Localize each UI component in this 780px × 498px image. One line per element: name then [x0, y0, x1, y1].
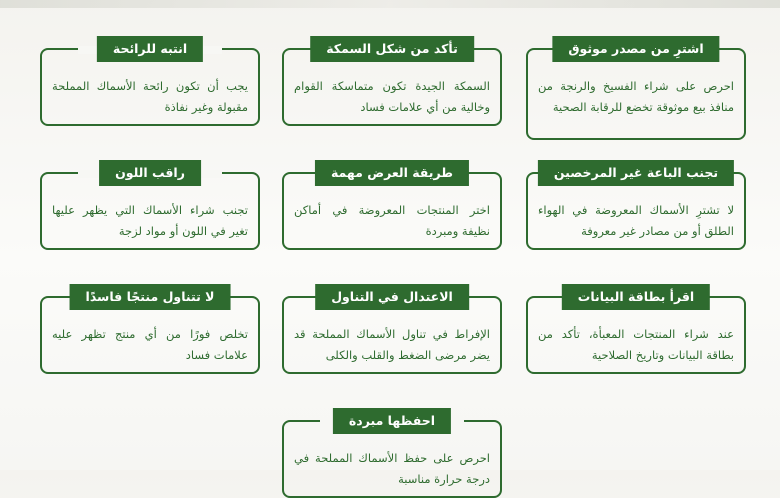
card-text: السمكة الجيدة تكون متماسكة القوام وخالية من أي علامات فساد [294, 79, 490, 114]
tip-card-color [40, 165, 260, 250]
card-text: اختر المنتجات المعروضة في أماكن نظيفة ومبردة [294, 203, 490, 238]
tip-card-smell [40, 41, 260, 126]
card-title: الاعتدال في التناول [315, 284, 469, 310]
card-title: اقرأ بطاقة البيانات [562, 284, 710, 310]
card-text: لا تشترِ الأسماك المعروضة في الهواء الطلق أو من مصادر غير معروفة [538, 203, 734, 238]
card-title: انتبه للرائحة [97, 36, 203, 62]
card-title: لا تتناول منتجًا فاسدًا [70, 284, 231, 310]
card-text: احرص على حفظ الأسماك المملحة في درجة حرارة مناسبة [294, 451, 490, 486]
card-text: تخلص فورًا من أي منتج تظهر عليه علامات فساد [52, 327, 248, 362]
tip-card-label [526, 289, 746, 374]
card-text: احرص على شراء الفسيخ والرنجة من منافذ بيع موثوقة تخضع للرقابة الصحية [538, 79, 734, 114]
card-text: يجب أن تكون رائحة الأسماك المملحة مقبولة وغير نفاذة [52, 79, 248, 114]
card-title: راقب اللون [99, 160, 201, 186]
card-text: عند شراء المنتجات المعبأة، تأكد من بطاقة البيانات وتاريخ الصلاحية [538, 327, 734, 362]
tip-card-trusted-source [526, 41, 746, 140]
tip-card-fish-shape [282, 41, 502, 126]
card-text: تجنب شراء الأسماك التي يظهر عليها تغير في اللون أو مواد لزجة [52, 203, 248, 238]
card-title: تأكد من شكل السمكة [310, 36, 474, 62]
tip-card-keep-cool [282, 413, 502, 498]
tip-card-unlicensed-sellers [526, 165, 746, 250]
card-title: اشترِ من مصدر موثوق [552, 36, 719, 62]
card-text: الإفراط في تناول الأسماك المملحة قد يضر مرضى الضغط والقلب والكلى [294, 327, 490, 362]
card-title: احفظها مبردة [333, 408, 451, 434]
tip-card-display-method [282, 165, 502, 250]
header-band [0, 0, 780, 8]
card-title: طريقة العرض مهمة [315, 160, 469, 186]
tip-card-spoiled [40, 289, 260, 374]
tip-card-moderation [282, 289, 502, 374]
card-title: تجنب الباعة غير المرخصين [538, 160, 734, 186]
